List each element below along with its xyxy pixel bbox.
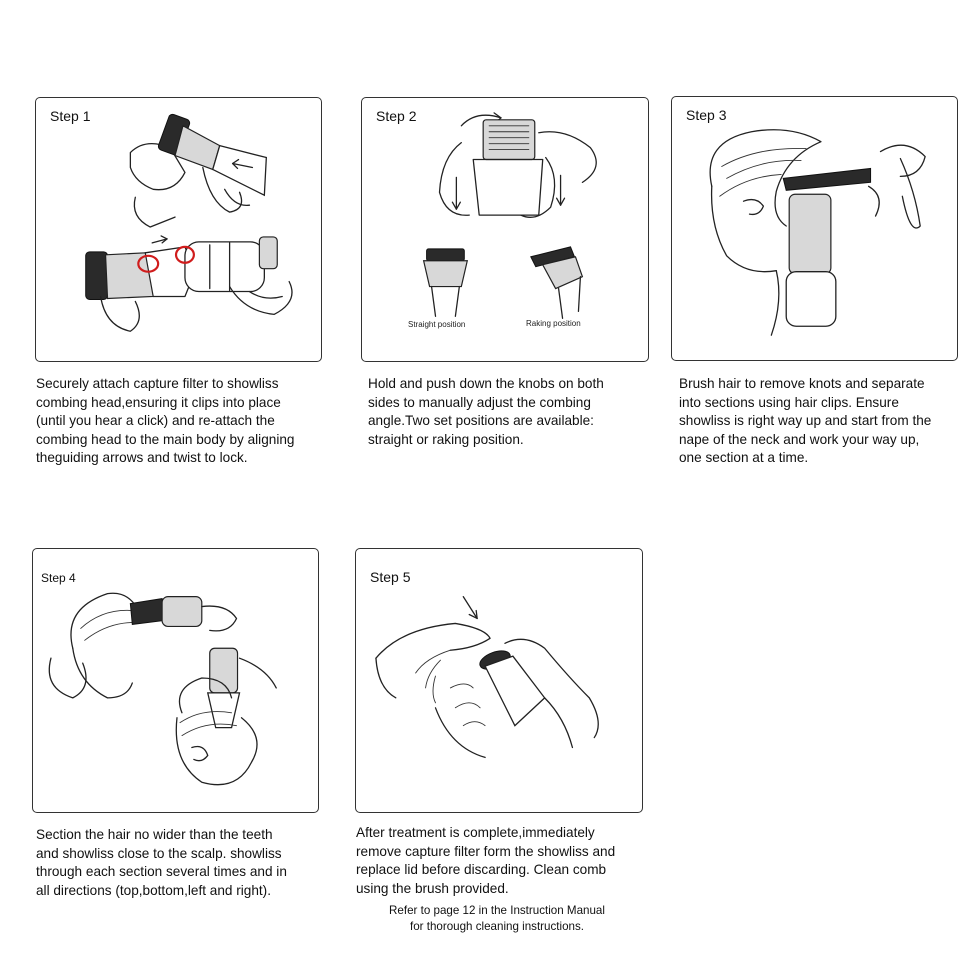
step-3-title: Step 3 <box>686 107 727 123</box>
step-4-illustration <box>33 549 318 812</box>
step-5-panel <box>355 548 643 813</box>
step-5-caption: After treatment is complete,immediately remove capture filter form the showliss and replace lid before discarding. Clean comb using the brush provided. <box>356 825 616 896</box>
step-5-illustration <box>356 549 642 812</box>
step-1-title: Step 1 <box>50 108 91 124</box>
step-4-caption: Section the hair no wider than the teeth and showliss close to the scalp. showliss through each section several times and in all directions (top,bottom,left and right). <box>36 827 287 898</box>
cleaning-instructions-note: Refer to page 12 in the Instruction Manual for thorough cleaning instructions. <box>389 904 605 933</box>
step-2-title: Step 2 <box>376 108 417 124</box>
step-2-panel <box>361 97 649 362</box>
step-4-title: Step 4 <box>41 571 76 585</box>
step-1-panel <box>35 97 322 362</box>
step-3-panel <box>671 96 958 361</box>
step-4-panel <box>32 548 319 813</box>
step-5-title: Step 5 <box>370 569 411 585</box>
straight-position-label: Straight position <box>408 320 466 329</box>
step-2-illustration <box>362 98 648 361</box>
step-2-caption: Hold and push down the knobs on both sides to manually adjust the combing angle.Two set positions are available: straight or raking position. <box>368 376 604 447</box>
step-3-illustration <box>672 97 957 360</box>
step-1-illustration <box>36 98 321 361</box>
raking-position-label: Raking position <box>526 319 581 328</box>
step-1-caption: Securely attach capture filter to showliss combing head,ensuring it clips into place (until you hear a click) and re-attach the combing head to the main body by aligning theguiding arrows and twist to lock. <box>36 376 295 465</box>
step-3-caption: Brush hair to remove knots and separate into sections using hair clips. Ensure showliss is right way up and start from the nape of the neck and work your way up, one section at a time. <box>679 376 932 465</box>
